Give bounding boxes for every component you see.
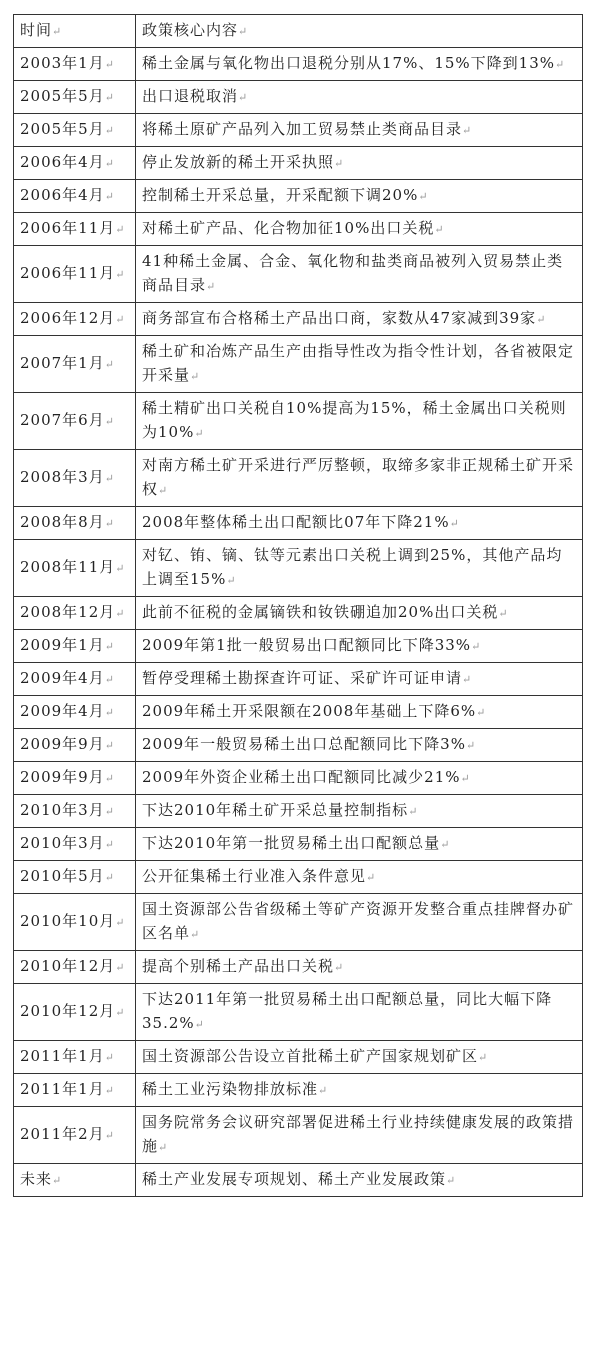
cell-time (14, 861, 136, 894)
cell-time (14, 303, 136, 336)
cell-time (14, 630, 136, 663)
time-text: 2008年3月 (20, 468, 105, 486)
table-row (14, 630, 583, 663)
table-row (14, 540, 583, 597)
cell-content (136, 795, 583, 828)
table-row (14, 303, 583, 336)
content-text: 对南方稀土矿开采进行严厉整顿，取缔多家非正规稀土矿开采权 (142, 456, 575, 498)
table-row (14, 507, 583, 540)
paragraph-mark-icon: ↵ (104, 517, 115, 530)
content-text: 此前不征税的金属镝铁和钕铁硼追加20%出口关税 (142, 603, 499, 621)
paragraph-mark-icon: ↵ (115, 1006, 126, 1019)
cell-content (136, 663, 583, 696)
paragraph-mark-icon: ↵ (476, 706, 487, 719)
cell-content (136, 246, 583, 303)
paragraph-mark-icon: ↵ (555, 58, 566, 71)
cell-time (14, 894, 136, 951)
paragraph-mark-icon: ↵ (104, 772, 115, 785)
header-content: 政策核心内容↵ (136, 15, 583, 48)
paragraph-mark-icon: ↵ (104, 706, 115, 719)
cell-content (136, 393, 583, 450)
cell-content (136, 180, 583, 213)
paragraph-mark-icon: ↵ (115, 268, 126, 281)
cell-time (14, 246, 136, 303)
paragraph-mark-icon: ↵ (104, 157, 115, 170)
cell-time (14, 336, 136, 393)
table-row (14, 663, 583, 696)
cell-content (136, 894, 583, 951)
time-text: 2011年1月 (20, 1080, 105, 1098)
cell-time (14, 450, 136, 507)
time-text: 未来 (20, 1170, 53, 1188)
cell-content (136, 213, 583, 246)
table-row (14, 213, 583, 246)
paragraph-mark-icon: ↵ (115, 223, 126, 236)
cell-content (136, 630, 583, 663)
cell-time (14, 1074, 136, 1107)
content-text: 2009年第1批一般贸易出口配额同比下降33% (142, 636, 472, 654)
cell-content (136, 540, 583, 597)
table-row (14, 393, 583, 450)
paragraph-mark-icon: ↵ (115, 916, 126, 929)
cell-content (136, 951, 583, 984)
table-row (14, 795, 583, 828)
time-text: 2008年8月 (20, 513, 105, 531)
cell-content (136, 450, 583, 507)
time-text: 2011年1月 (20, 1047, 105, 1065)
time-text: 2003年1月 (20, 54, 105, 72)
table-row (14, 696, 583, 729)
content-text: 下达2010年稀土矿开采总量控制指标 (142, 801, 409, 819)
time-text: 2010年12月 (20, 957, 116, 975)
cell-time (14, 696, 136, 729)
content-text: 商务部宣布合格稀土产品出口商，家数从47家减到39家 (142, 309, 537, 327)
cell-time (14, 81, 136, 114)
content-text: 对稀土矿产品、化合物加征10%出口关税 (142, 219, 435, 237)
table-row (14, 1041, 583, 1074)
time-text: 2009年4月 (20, 702, 105, 720)
cell-content (136, 81, 583, 114)
cell-time (14, 597, 136, 630)
paragraph-mark-icon: ↵ (115, 961, 126, 974)
table-row (14, 1164, 583, 1197)
cell-content (136, 48, 583, 81)
content-text: 国务院常务会议研究部署促进稀土行业持续健康发展的政策措施 (142, 1113, 575, 1155)
paragraph-mark-icon: ↵ (158, 484, 169, 497)
paragraph-mark-icon: ↵ (104, 838, 115, 851)
paragraph-mark-icon: ↵ (440, 838, 451, 851)
paragraph-mark-icon: ↵ (462, 673, 473, 686)
paragraph-mark-icon: ↵ (498, 607, 509, 620)
cell-content (136, 507, 583, 540)
cell-content (136, 1164, 583, 1197)
table-row (14, 246, 583, 303)
time-text: 2008年11月 (20, 558, 116, 576)
paragraph-mark-icon: ↵ (434, 223, 445, 236)
paragraph-mark-icon: ↵ (478, 1051, 489, 1064)
content-text: 将稀土原矿产品列入加工贸易禁止类商品目录 (142, 120, 463, 138)
cell-content (136, 729, 583, 762)
table-row (14, 1107, 583, 1164)
paragraph-mark-icon: ↵ (104, 739, 115, 752)
paragraph-mark-icon: ↵ (104, 415, 115, 428)
content-text: 暂停受理稀土勘探查许可证、采矿许可证申请 (142, 669, 463, 687)
content-text: 稀土精矿出口关税自10%提高为15%，稀土金属出口关税则为10% (142, 399, 567, 441)
time-text: 2006年11月 (20, 219, 116, 237)
paragraph-mark-icon: ↵ (471, 640, 482, 653)
cell-time (14, 48, 136, 81)
paragraph-mark-icon: ↵ (104, 58, 115, 71)
table-row (14, 894, 583, 951)
table-row (14, 861, 583, 894)
cell-time (14, 180, 136, 213)
paragraph-mark-icon: ↵ (194, 427, 205, 440)
content-text: 停止发放新的稀土开采执照 (142, 153, 335, 171)
content-text: 公开征集稀土行业准入条件意见 (142, 867, 367, 885)
content-text: 2009年外资企业稀土出口配额同比减少21% (142, 768, 461, 786)
content-text: 国土资源部公告省级稀土等矿产资源开发整合重点挂牌督办矿区名单 (142, 900, 575, 942)
paragraph-mark-icon: ↵ (460, 772, 471, 785)
time-text: 2010年3月 (20, 801, 105, 819)
paragraph-mark-icon: ↵ (104, 1051, 115, 1064)
time-text: 2008年12月 (20, 603, 116, 621)
table-row (14, 81, 583, 114)
cell-time (14, 984, 136, 1041)
paragraph-mark-icon: ↵ (115, 607, 126, 620)
paragraph-mark-icon: ↵ (206, 280, 217, 293)
content-text: 下达2010年第一批贸易稀土出口配额总量 (142, 834, 441, 852)
paragraph-mark-icon: ↵ (536, 313, 547, 326)
table-row (14, 180, 583, 213)
header-row (14, 15, 583, 48)
paragraph-mark-icon: ↵ (104, 640, 115, 653)
time-text: 2010年10月 (20, 912, 116, 930)
cell-content (136, 1074, 583, 1107)
paragraph-mark-icon: ↵ (226, 574, 237, 587)
cell-time (14, 147, 136, 180)
paragraph-mark-icon: ↵ (104, 472, 115, 485)
content-text: 2009年稀土开采限额在2008年基础上下降6% (142, 702, 477, 720)
cell-content (136, 1107, 583, 1164)
time-text: 2007年6月 (20, 411, 105, 429)
cell-content (136, 828, 583, 861)
table-row (14, 114, 583, 147)
time-text: 2006年4月 (20, 186, 105, 204)
cell-content (136, 114, 583, 147)
cell-content (136, 984, 583, 1041)
paragraph-mark-icon: ↵ (104, 871, 115, 884)
table-row (14, 48, 583, 81)
time-text: 2011年2月 (20, 1125, 105, 1143)
time-text: 2006年4月 (20, 153, 105, 171)
content-text: 41种稀土金属、合金、氧化物和盐类商品被列入贸易禁止类商品目录 (142, 252, 564, 294)
time-text: 2005年5月 (20, 87, 105, 105)
paragraph-mark-icon: ↵ (104, 358, 115, 371)
time-text: 2006年12月 (20, 309, 116, 327)
paragraph-mark-icon: ↵ (462, 124, 473, 137)
paragraph-mark-icon: ↵ (104, 124, 115, 137)
paragraph-mark-icon: ↵ (104, 673, 115, 686)
content-text: 国土资源部公告设立首批稀土矿产国家规划矿区 (142, 1047, 479, 1065)
paragraph-mark-icon: ↵ (318, 1084, 329, 1097)
time-text: 2009年9月 (20, 768, 105, 786)
cell-content (136, 147, 583, 180)
paragraph-mark-icon: ↵ (446, 1174, 457, 1187)
cell-content (136, 1041, 583, 1074)
header-time: 时间↵ (14, 15, 136, 48)
time-text: 2009年4月 (20, 669, 105, 687)
cell-time (14, 507, 136, 540)
paragraph-mark-icon: ↵ (104, 1084, 115, 1097)
cell-content (136, 336, 583, 393)
paragraph-mark-icon: ↵ (194, 1018, 205, 1031)
cell-time (14, 828, 136, 861)
table-row (14, 450, 583, 507)
cell-time (14, 663, 136, 696)
paragraph-mark-icon: ↵ (52, 1174, 63, 1187)
paragraph-mark-icon: ↵ (190, 370, 201, 383)
content-text: 控制稀土开采总量，开采配额下调20% (142, 186, 419, 204)
content-text: 稀土工业污染物排放标准 (142, 1080, 319, 1098)
cell-time (14, 1041, 136, 1074)
paragraph-mark-icon: ↵ (115, 562, 126, 575)
table-row (14, 828, 583, 861)
table-row (14, 1074, 583, 1107)
paragraph-mark-icon: ↵ (408, 805, 419, 818)
paragraph-mark-icon: ↵ (238, 91, 249, 104)
table-row (14, 984, 583, 1041)
paragraph-mark-icon: ↵ (104, 91, 115, 104)
cell-time (14, 951, 136, 984)
cell-time (14, 114, 136, 147)
table-row (14, 762, 583, 795)
table-body (14, 48, 583, 1197)
cell-time (14, 795, 136, 828)
table-row (14, 729, 583, 762)
paragraph-mark-icon: ↵ (334, 961, 345, 974)
cell-time (14, 1164, 136, 1197)
paragraph-mark-icon: ↵ (158, 1141, 169, 1154)
paragraph-mark-icon: ↵ (104, 1129, 115, 1142)
paragraph-mark-icon: ↵ (465, 739, 477, 752)
cell-time (14, 393, 136, 450)
cell-time (14, 762, 136, 795)
cell-content (136, 597, 583, 630)
content-text: 对钇、铕、镝、钛等元素出口关税上调到25%，其他产品均上调至15% (142, 546, 563, 588)
paragraph-mark-icon: ↵ (104, 805, 115, 818)
cell-time (14, 213, 136, 246)
time-text: 2005年5月 (20, 120, 105, 138)
content-text: 稀土金属与氧化物出口退税分别从17%、15%下降到13% (142, 54, 556, 72)
time-text: 2009年1月 (20, 636, 105, 654)
cell-time (14, 540, 136, 597)
content-text: 稀土矿和冶炼产品生产由指导性改为指令性计划，各省被限定开采量 (142, 342, 575, 384)
content-text: 2008年整体稀土出口配额比07年下降21% (142, 513, 450, 531)
content-text: 出口退税取消 (142, 87, 239, 105)
policy-table (13, 14, 583, 1197)
cell-time (14, 729, 136, 762)
paragraph-mark-icon: ↵ (115, 313, 126, 326)
content-text: 提高个别稀土产品出口关税 (142, 957, 335, 975)
content-text: 下达2011年第一批贸易稀土出口配额总量，同比大幅下降35.2% (142, 990, 553, 1032)
time-text: 2010年12月 (20, 1002, 116, 1020)
paragraph-mark-icon: ↵ (418, 190, 429, 203)
cell-content (136, 303, 583, 336)
paragraph-mark-icon: ↵ (449, 517, 460, 530)
table-row (14, 597, 583, 630)
cell-content (136, 696, 583, 729)
time-text: 2010年5月 (20, 867, 105, 885)
paragraph-mark-icon: ↵ (190, 928, 201, 941)
cell-content (136, 861, 583, 894)
paragraph-mark-icon: ↵ (334, 157, 345, 170)
content-text: 2009年一般贸易稀土出口总配额同比下降3% (142, 735, 466, 753)
time-text: 2006年11月 (20, 264, 116, 282)
cell-content (136, 762, 583, 795)
cell-time (14, 1107, 136, 1164)
paragraph-mark-icon: ↵ (104, 190, 115, 203)
table-row (14, 336, 583, 393)
time-text: 2007年1月 (20, 354, 105, 372)
time-text: 2009年9月 (20, 735, 105, 753)
paragraph-mark-icon: ↵ (366, 871, 377, 884)
time-text: 2010年3月 (20, 834, 105, 852)
content-text: 稀土产业发展专项规划、稀土产业发展政策 (142, 1170, 447, 1188)
table-row (14, 147, 583, 180)
table-row (14, 951, 583, 984)
